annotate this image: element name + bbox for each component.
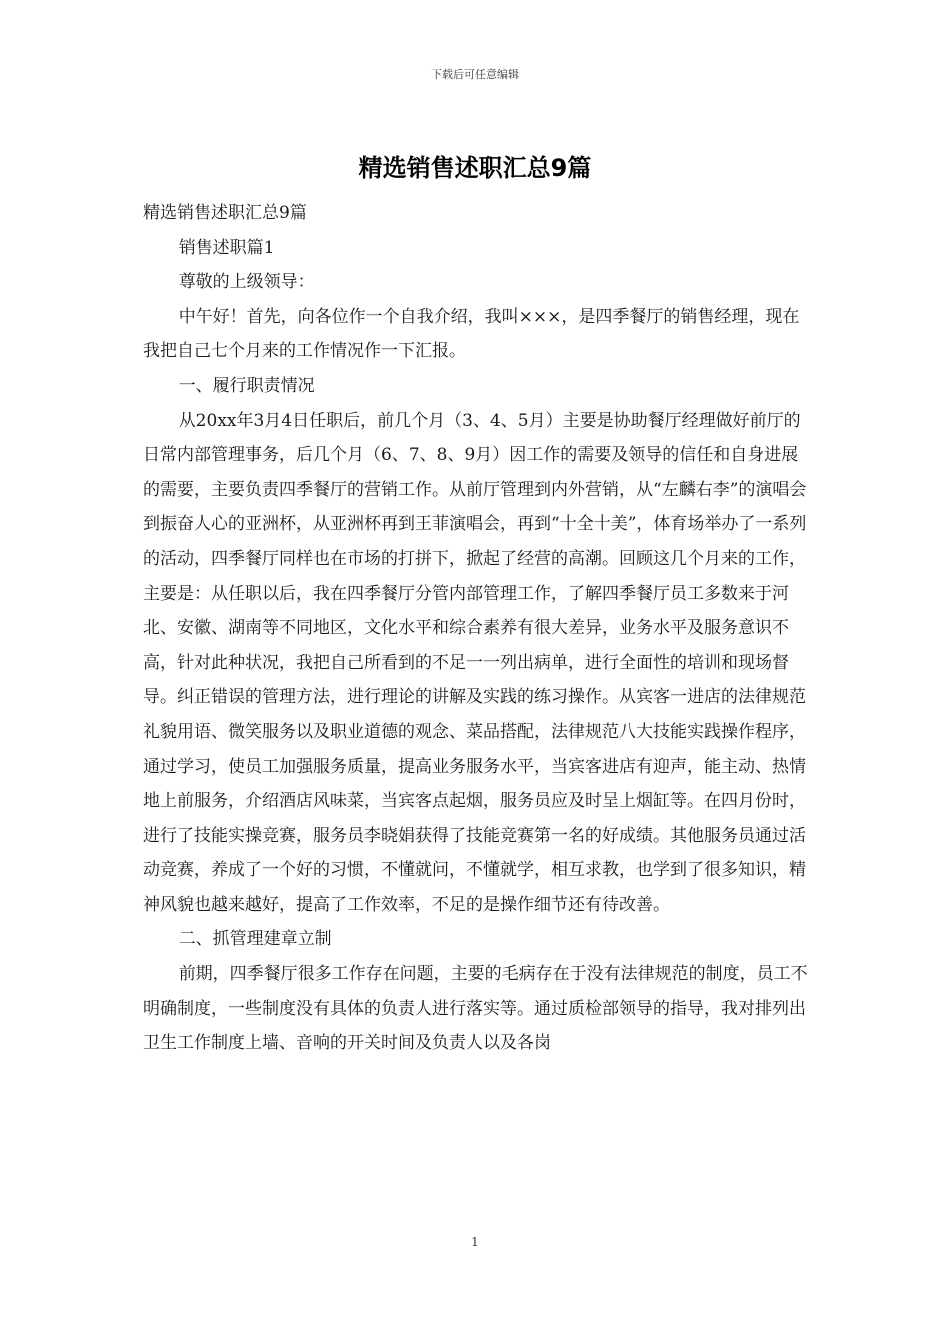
- body-paragraph: 前期，四季餐厅很多工作存在问题，主要的毛病存在于没有法律规范的制度，员工不明确制度，一些制度没有具体的负责人进行落实等。通过质检部领导的指导，我对排列出卫生工作制度上墙、音响的开关时间及负责人以及各岗: [143, 964, 808, 1054]
- section-heading: 二、抓管理建章立制: [178, 929, 332, 950]
- document-body: [143, 196, 811, 1061]
- header-note: 下载后可任意编辑: [431, 68, 519, 81]
- page-number: 1: [471, 1235, 479, 1249]
- subtitle-paragraph: 精选销售述职汇总9篇: [143, 203, 307, 223]
- body-paragraph: 从20xx年3月4日任职后，前几个月（3、4、5月）主要是协助餐厅经理做好前厅的日常内部管理事务，后几个月（6、7、8、9月）因工作的需要及领导的信任和自身进展的需要，主要负责四季餐厅的营销工作。从前厅管理到内外营销，从“左麟右李”的演唱会到振奋人心的亚洲杯，从亚洲杯再到王菲演唱会，再到“十全十美”，体育场举办了一系列的活动，四季餐厅同样也在市场的打拼下，掀起了经营的高潮。回顾这几个月来的工作，主要是：从任职以后，我在四季餐厅分管内部管理工作，了解四季餐厅员工多数来于河北、安徽、湖南等不同地区，文化水平和综合素养有很大差异，业务水平及服务意识不高，针对此种状况，我把自己所看到的不足一一列出病单，进行全面性的培训和现场督导。纠正错误的管理方法，进行理论的讲解及实践的练习操作。从宾客一进店的法律规范礼貌用语、微笑服务以及职业道德的观念、菜品搭配，法律规范八大技能实践操作程序，通过学习，使员工加强服务质量，提高业务服务水平，当宾客进店有迎声，能主动、热情地上前服务，介绍酒店风味菜，当宾客点起烟，服务员应及时呈上烟缸等。在四月份时，进行了技能实操竞赛，服务员李晓娟获得了技能竞赛第一名的好成绩。其他服务员通过活动竞赛，养成了一个好的习惯，不懂就问，不懂就学，相互求教，也学到了很多知识，精神风貌也越来越好，提高了工作效率，不足的是操作细节还有待改善。: [143, 410, 807, 915]
- section-heading: 一、履行职责情况: [178, 375, 315, 396]
- body-paragraph: 中午好！首先，向各位作一个自我介绍，我叫×××，是四季餐厅的销售经理，现在我把自己七个月来的工作情况作一下汇报。: [143, 306, 800, 362]
- section-heading: 销售述职篇1: [178, 237, 275, 258]
- salutation: 尊敬的上级领导：: [178, 272, 315, 293]
- document-title: 精选销售述职汇总9篇: [358, 154, 592, 182]
